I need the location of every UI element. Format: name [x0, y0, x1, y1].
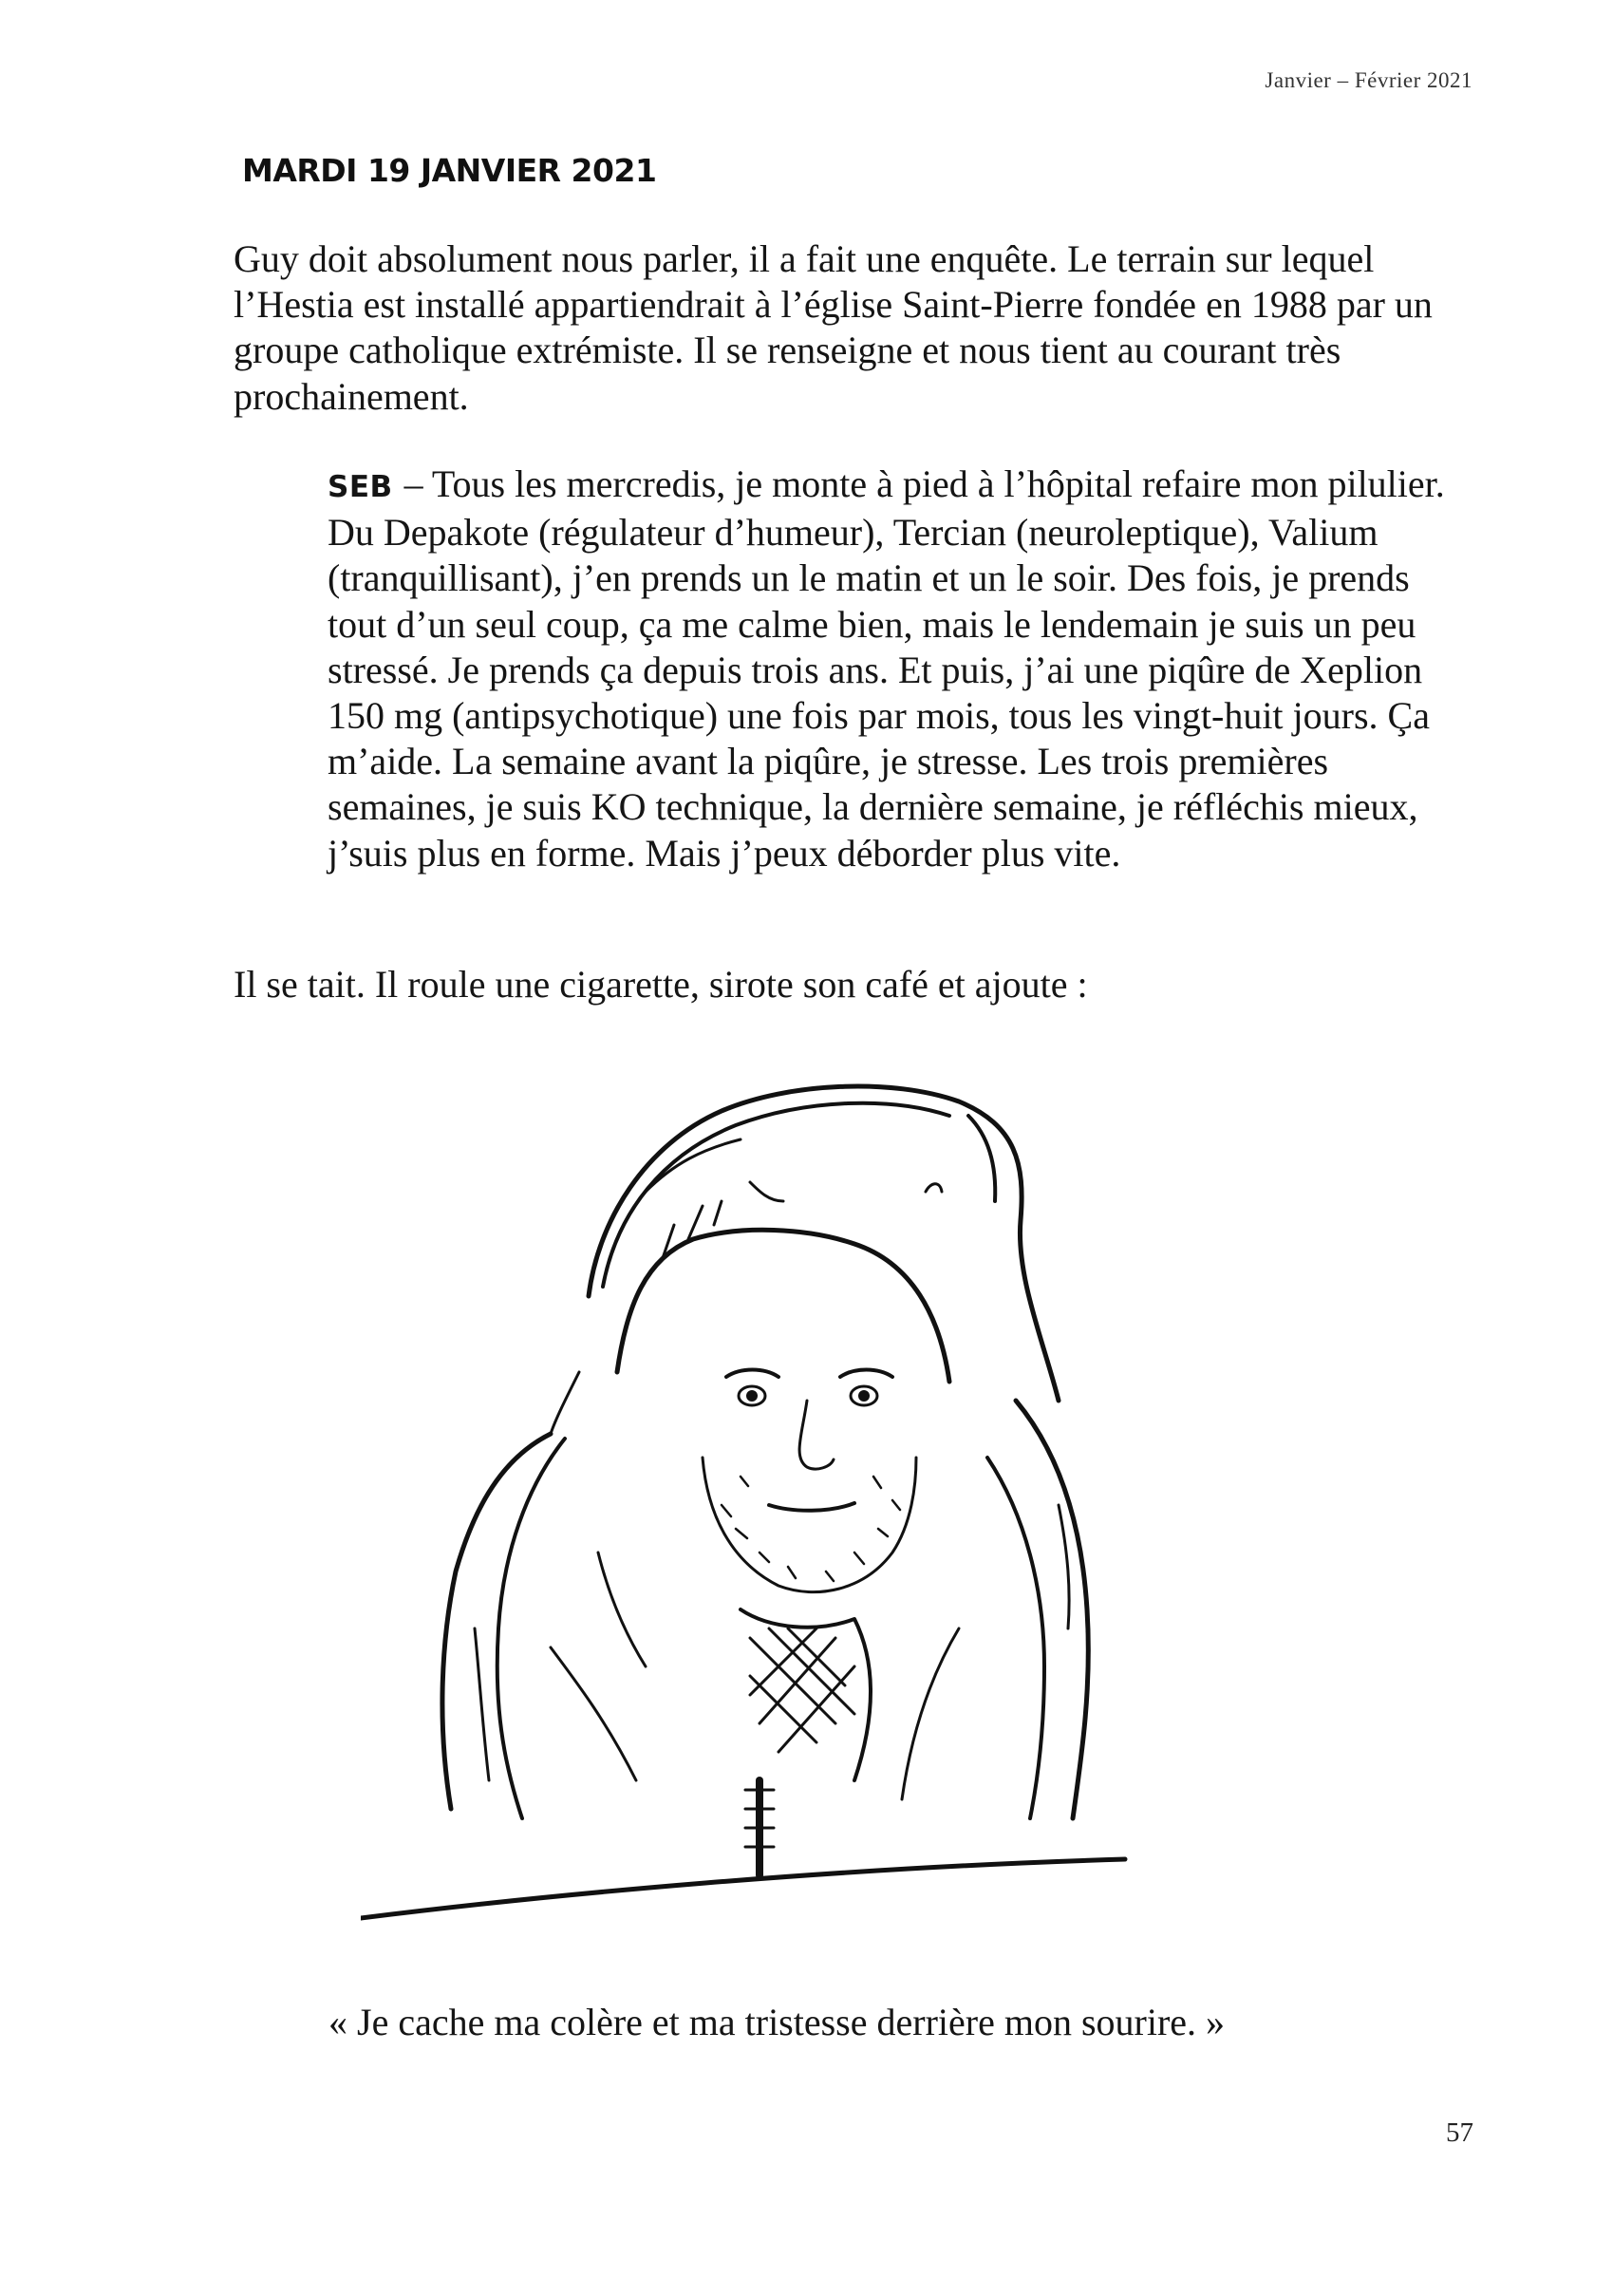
body-paragraph-1: Guy doit absolument nous parler, il a fait une enquête. Le terrain sur lequel l’Hestia est installé appartiendrait à l’église Saint-Pierre fondée en 1988 par un groupe catholique extrémiste. Il se renseigne et nous tient au courant très prochainement.: [234, 237, 1433, 418]
page-number: 57: [1446, 2117, 1473, 2148]
speaker-name: SEB: [328, 470, 393, 504]
speech-block: [328, 461, 1472, 876]
speech-text: – Tous les mercredis, je monte à pied à l’hôpital refaire mon pilulier. Du Depakote (régulateur d’humeur), Tercian (neuroleptique), Valium (tranquillisant), j’en prends un le matin et un le soir. Des fois, je prends tout d’un seul coup, ça me calme bien, mais le lendemain je suis un peu stressé. Je prends ça depuis trois ans. Et puis, j’ai une piqûre de Xeplion 150 mg (antipsychotique) une fois par mois, tous les vingt-huit jours. Ça m’aide. La semaine avant la piqûre, je stresse. Les trois premières semaines, je suis KO technique, la dernière semaine, je réfléchis mieux, j’suis plus en forme. Mais j’peux déborder plus vite.: [328, 462, 1445, 875]
hooded-man-sketch: [361, 1059, 1367, 1970]
running-header: Janvier – Février 2021: [1265, 68, 1472, 92]
date-heading: MARDI 19 JANVIER 2021: [242, 152, 657, 189]
body-paragraph-2: Il se tait. Il roule une cigarette, sirote son café et ajoute :: [234, 963, 1088, 1006]
illustration-caption: « Je cache ma colère et ma tristesse derrière mon sourire. »: [328, 2001, 1226, 2043]
